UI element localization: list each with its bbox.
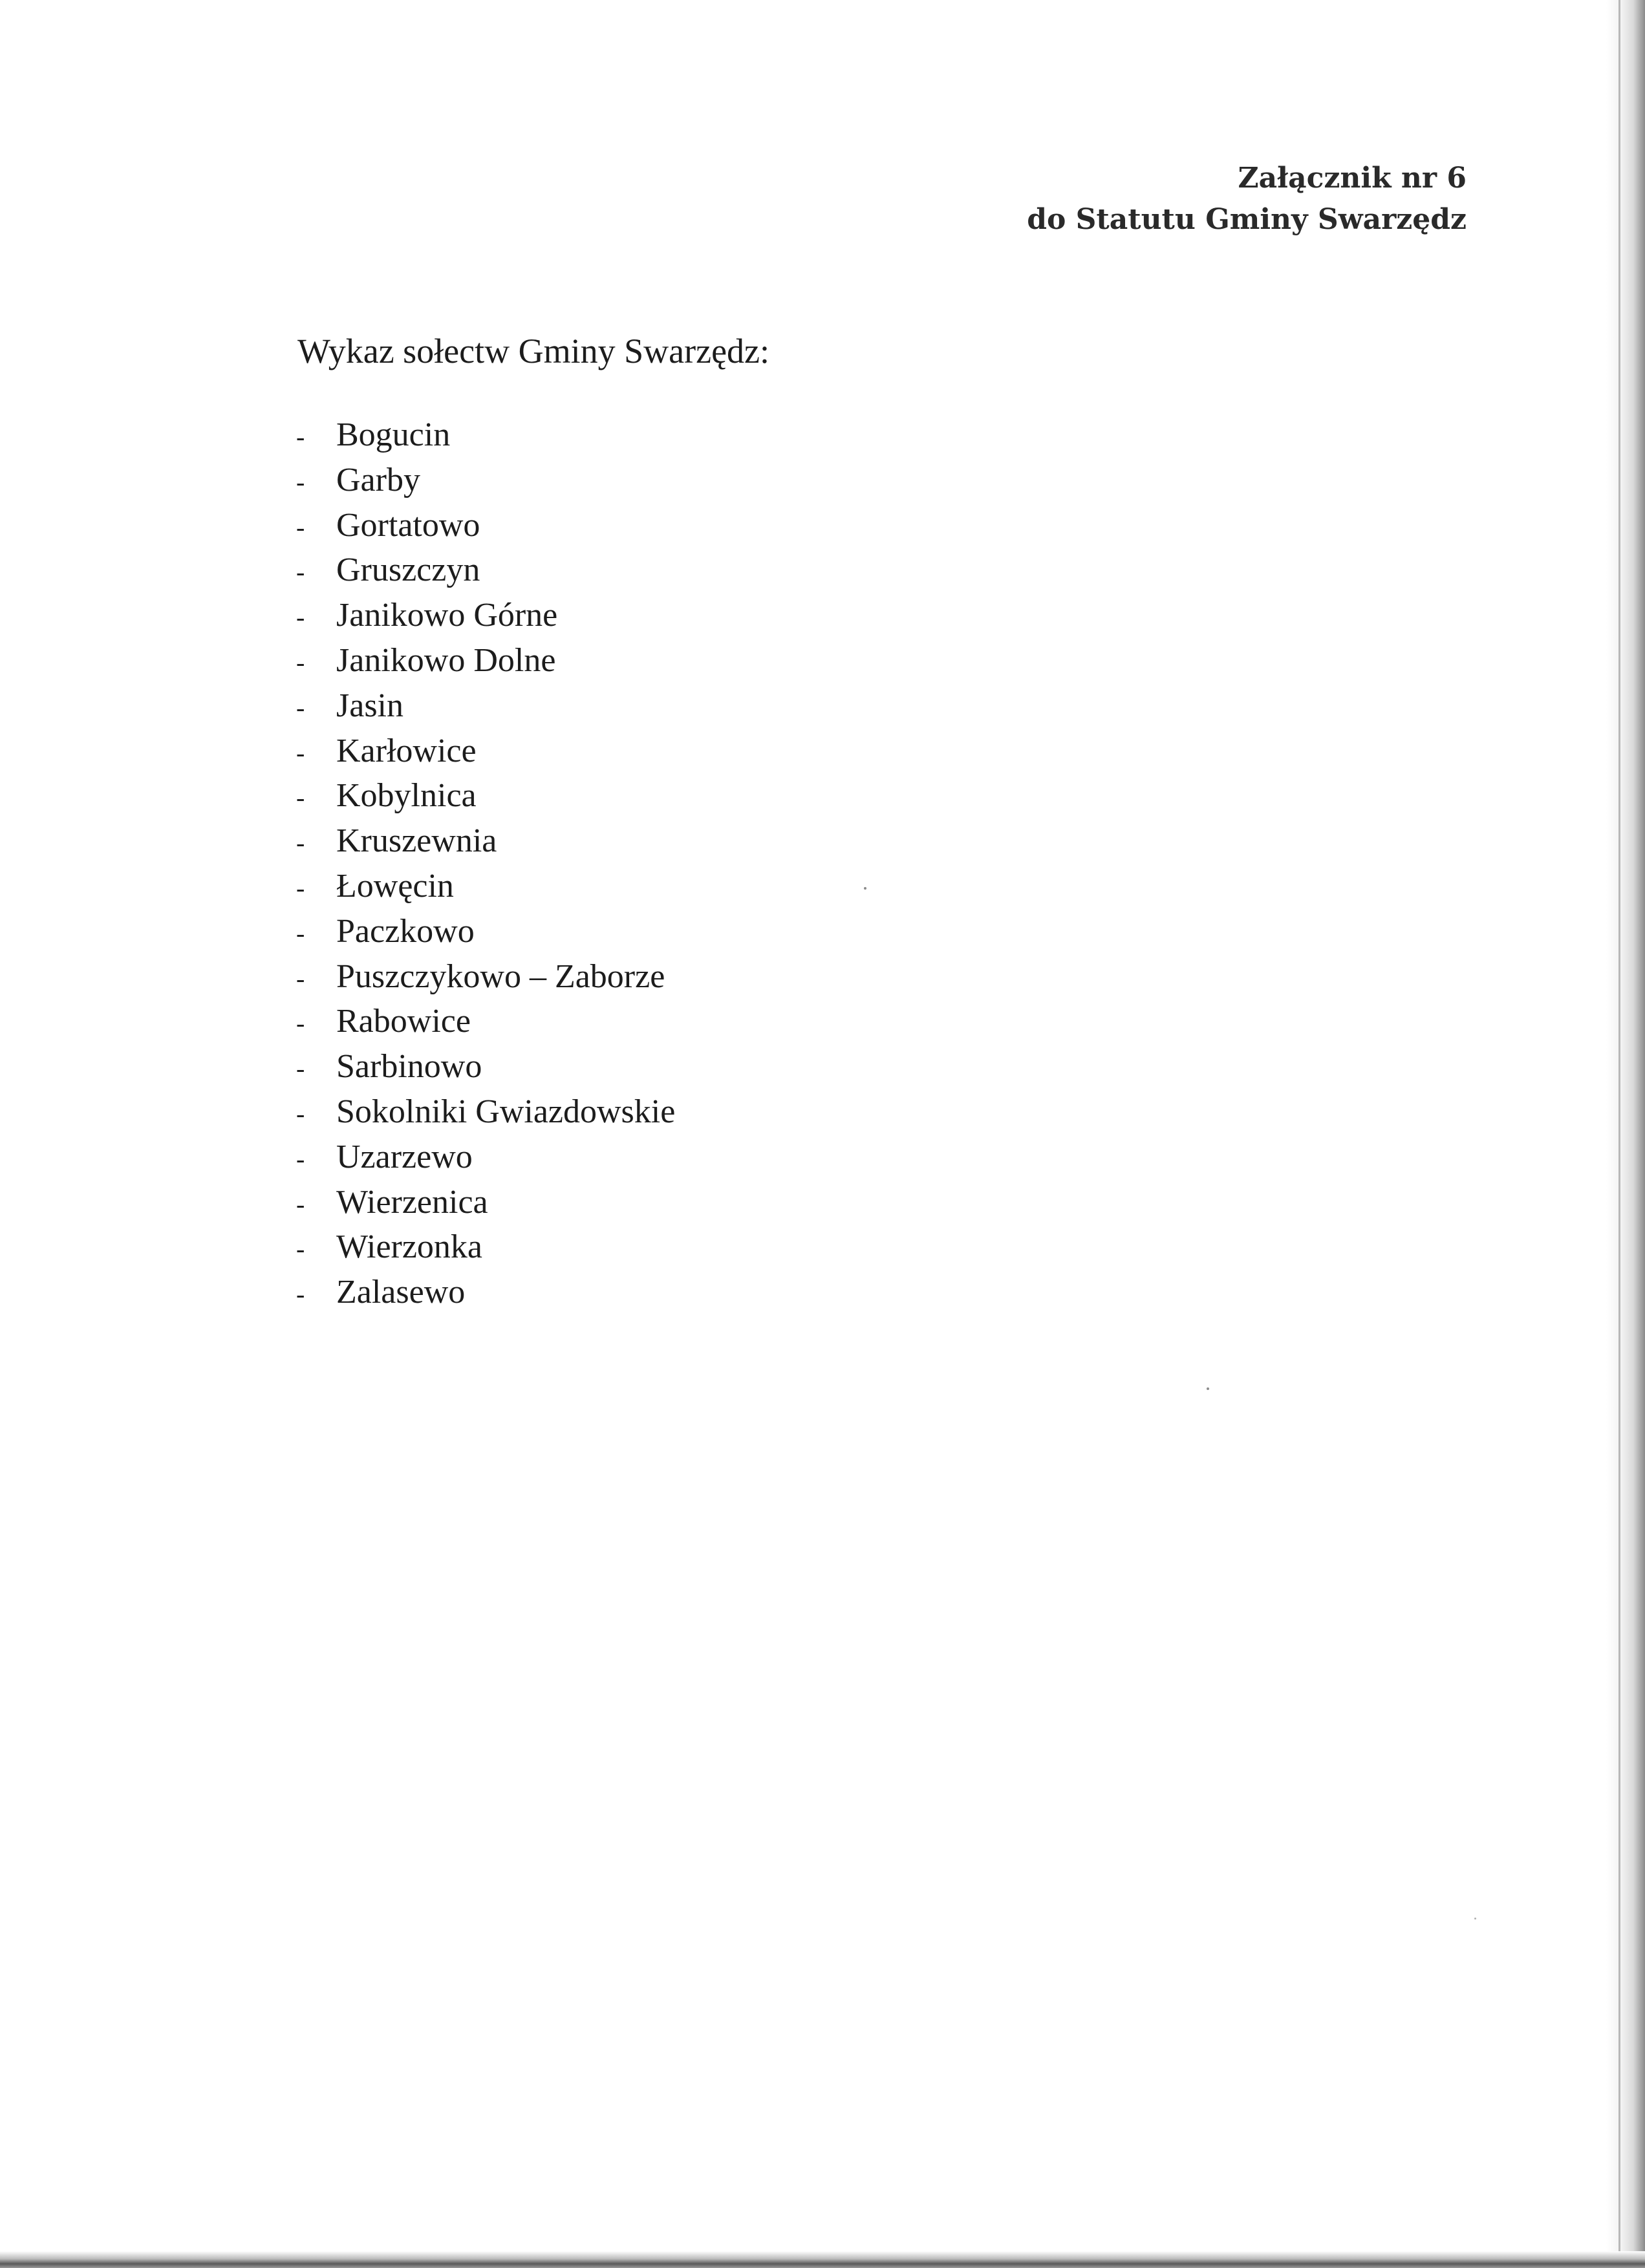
list-bullet: - — [296, 1009, 305, 1038]
list-bullet: - — [296, 422, 305, 451]
list-item — [296, 1226, 675, 1271]
scan-speck — [1474, 1918, 1476, 1920]
list-bullet: - — [296, 1189, 305, 1219]
list-item — [296, 1000, 675, 1045]
list-bullet: - — [296, 467, 305, 497]
list-bullet: - — [296, 918, 305, 948]
village-name: Garby — [336, 461, 420, 498]
village-name: Janikowo Dolne — [336, 641, 556, 679]
village-name: Zalasewo — [336, 1274, 466, 1311]
list-item — [296, 685, 675, 730]
village-list — [296, 414, 675, 1316]
list-item — [296, 910, 675, 956]
scan-speck — [864, 887, 866, 890]
scan-edge-bottom — [0, 2251, 1645, 2268]
list-item — [296, 1091, 675, 1136]
village-name: Uzarzewo — [336, 1138, 473, 1175]
scan-edge-right — [1606, 0, 1645, 2268]
list-item — [296, 1271, 675, 1316]
list-bullet: - — [296, 738, 305, 767]
village-name: Sokolniki Gwiazdowskie — [336, 1093, 676, 1130]
village-name: Puszczykowo – Zaborze — [336, 957, 665, 995]
list-item — [296, 459, 675, 504]
village-name: Jasin — [336, 687, 403, 724]
village-name: Kobylnica — [336, 777, 477, 815]
list-bullet: - — [296, 1144, 305, 1173]
list-item — [296, 504, 675, 550]
list-bullet: - — [296, 873, 305, 903]
village-name: Karłowice — [336, 732, 477, 769]
list-item — [296, 1045, 675, 1091]
village-name: Sarbinowo — [336, 1048, 482, 1086]
list-item — [296, 730, 675, 775]
list-item — [296, 594, 675, 639]
list-bullet: - — [296, 557, 305, 587]
scan-edge-line — [1618, 0, 1620, 2268]
village-name: Kruszewnia — [336, 822, 497, 860]
village-name: Wierzonka — [336, 1228, 483, 1266]
list-bullet: - — [296, 1098, 305, 1128]
list-item — [296, 414, 675, 459]
list-item — [296, 865, 675, 910]
list-item — [296, 1136, 675, 1181]
list-bullet: - — [296, 603, 305, 632]
list-bullet: - — [296, 1279, 305, 1309]
attachment-number: Załącznik nr 6 — [1238, 162, 1467, 195]
list-bullet: - — [296, 1234, 305, 1264]
list-item — [296, 639, 675, 685]
list-bullet: - — [296, 647, 305, 677]
village-name: Gortatowo — [336, 506, 480, 544]
list-bullet: - — [296, 692, 305, 722]
list-item — [296, 956, 675, 1001]
village-name: Bogucin — [336, 416, 451, 453]
village-name: Łowęcin — [336, 867, 454, 904]
attachment-reference: do Statutu Gminy Swarzędz — [1027, 203, 1467, 236]
list-item — [296, 1181, 675, 1226]
list-bullet: - — [296, 963, 305, 993]
list-bullet: - — [296, 828, 305, 858]
list-item — [296, 549, 675, 594]
list-heading: Wykaz sołectw Gminy Swarzędz: — [297, 332, 770, 370]
list-item — [296, 820, 675, 865]
scan-speck — [1207, 1387, 1209, 1390]
village-name: Paczkowo — [336, 912, 475, 950]
village-name: Gruszczyn — [336, 551, 480, 589]
list-bullet: - — [296, 1054, 305, 1084]
village-name: Rabowice — [336, 1003, 471, 1040]
list-bullet: - — [296, 512, 305, 542]
attachment-header — [1027, 158, 1467, 241]
list-item — [296, 775, 675, 820]
list-bullet: - — [296, 783, 305, 813]
village-name: Wierzenica — [336, 1183, 488, 1221]
village-name: Janikowo Górne — [336, 597, 558, 634]
